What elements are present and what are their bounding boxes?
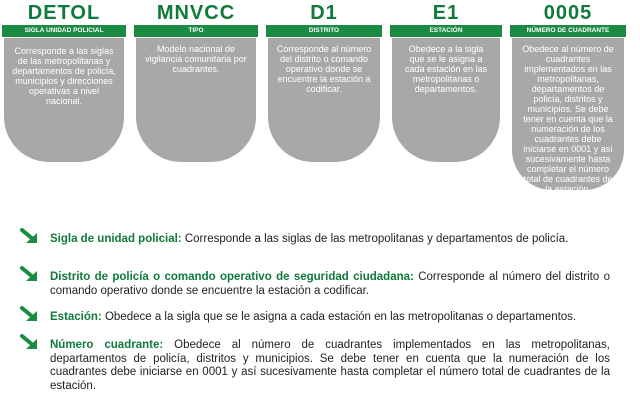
- definition-item: [20, 334, 610, 398]
- column-header: TIPO: [134, 25, 258, 37]
- column-description: Corresponde al número del distrito o comando operativo donde se encuentre la estación a codificar.: [268, 38, 380, 162]
- arrow-icon: [20, 266, 42, 284]
- definition-item: [20, 228, 610, 262]
- arrow-icon: [20, 228, 42, 246]
- column-header: DISTRITO: [266, 25, 382, 37]
- definition-term: Sigla de unidad policial:: [50, 233, 182, 245]
- column-header: SIGLA UNIDAD POLICIAL: [2, 25, 126, 37]
- definition-item: [20, 266, 610, 300]
- column-code: MNVCC: [156, 2, 236, 24]
- definition-text: Obedece a la sigla que se le asigna a cada estación en las metropolitanas o departamentos.: [101, 311, 577, 323]
- column-description: Obedece al número de cuadrantes implementados en las metropolitanas, departamentos de policía, distritos y municipios. Se debe tener en cuenta que la numeración de los cuadrantes debe iniciarse en 0001 y así sucesivamente hasta completar el número total de cuadrantes de la estación.: [512, 38, 624, 190]
- column-description: Corresponde a las siglas de las metropolitanas y departamentos de policía, municipios y direcciones operativas a nivel nacional.: [4, 38, 124, 162]
- column-code: 0005: [543, 2, 593, 24]
- definition-text: Corresponde a las siglas de las metropolitanas y departamentos de policía.: [181, 233, 569, 245]
- column-code: DETOL: [27, 2, 101, 24]
- column-code: D1: [310, 2, 338, 24]
- arrow-icon: [20, 306, 42, 324]
- column-description: Obedece a la sigla que se le asigna a cada estación en las metropolitanas o departamentos.: [392, 38, 500, 162]
- definition-term: Estación:: [50, 311, 102, 323]
- column-description: Modelo nacional de vigilancia comunitaria por cuadrantes.: [136, 38, 256, 162]
- definition-text: Obedece al número de cuadrantes implementados en las metropolitanas, departamentos de policía, distritos y municipios. Se debe tener en cuenta que la numeración de los cuadrantes debe iniciarse en 0001 y así sucesivamente hasta completar el número total de cuadrantes de la estación.: [50, 339, 611, 392]
- definition-item: [20, 306, 610, 326]
- column-header: NÚMERO DE CUADRANTE: [510, 25, 626, 37]
- column-header: ESTACIÓN: [390, 25, 502, 37]
- definition-term: Distrito de policía o comando operativo de seguridad ciudadana:: [50, 271, 414, 283]
- arrow-icon: [20, 334, 42, 352]
- definition-text: Corresponde al número del distrito o comando operativo donde se encuentre la estación a codificar.: [50, 271, 610, 297]
- definition-term: Número cuadrante:: [50, 339, 164, 351]
- code-structure-diagram: [0, 0, 640, 200]
- column-code: E1: [432, 2, 460, 24]
